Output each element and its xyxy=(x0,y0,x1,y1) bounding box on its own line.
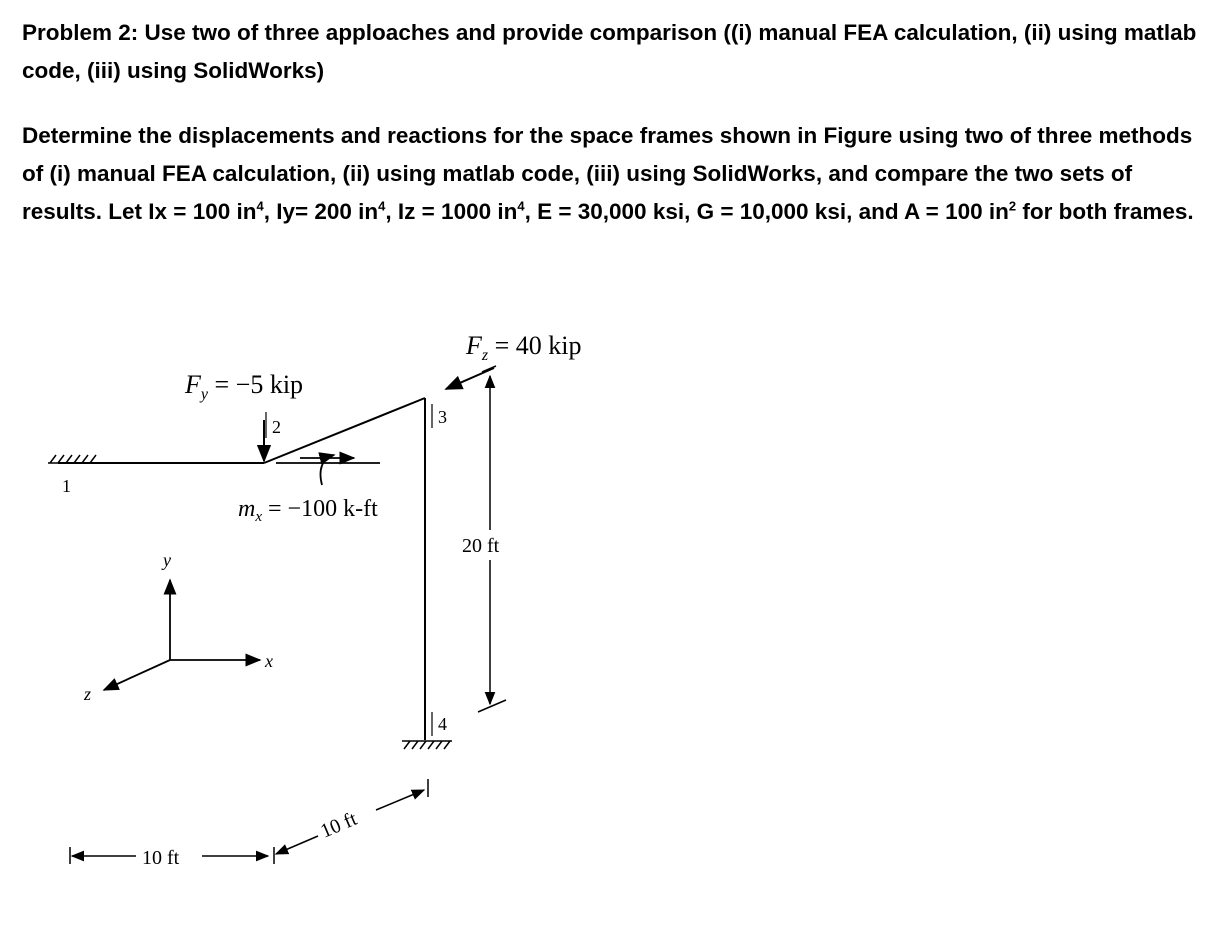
mx-moment-symbol xyxy=(276,455,380,485)
fixed-support-node-4 xyxy=(402,741,452,749)
exponent-iz: 4 xyxy=(517,198,525,214)
body-text-3: , Iz = 1000 in xyxy=(385,199,518,224)
heading-text: Problem 2: Use two of three apploaches and provide comparison ((i) manual FEA calculation, (ii) using matlab code, (iii) using SolidWorks) xyxy=(22,20,1197,83)
axis-x-label: x xyxy=(265,651,273,671)
body-text-1: Determine the displacements and reactions for the space frames shown in Figure using two of three methods of (i) manual FEA calculation, (ii) using matlab code, (iii) using SolidWorks, and compare the two sets of results. Let Ix = 100 in xyxy=(22,123,1193,224)
fz-load-arrow xyxy=(446,368,494,389)
body-text-2: , Iy= 200 in xyxy=(263,199,379,224)
node-4-label: 4 xyxy=(438,714,447,734)
exponent-a: 2 xyxy=(1008,198,1017,214)
z-axis-arrow xyxy=(104,660,170,690)
frame-members xyxy=(58,398,425,740)
exponent-ix: 4 xyxy=(256,198,264,214)
mx-moment-label: $m_x = -100$ k-ft xyxy=(238,496,378,525)
axis-y-label: y xyxy=(163,550,171,570)
axis-z-label: z xyxy=(84,684,92,704)
coordinate-axes xyxy=(104,580,260,690)
exponent-iy: 4 xyxy=(378,198,386,214)
fixed-support-node-1 xyxy=(48,455,102,463)
fy-load-label: $F_y = -5$ kip xyxy=(185,370,304,403)
fz-load-label: $F_z = 40$ kip xyxy=(466,331,582,364)
x-dimension-label: 10 ft xyxy=(142,847,180,869)
node-3-label: 3 xyxy=(438,407,447,427)
height-dimension-label: 20 ft xyxy=(462,535,500,557)
node-2-label: 2 xyxy=(272,417,281,437)
member-2-3 xyxy=(264,398,425,463)
z-dimension-label: 10 ft xyxy=(317,807,361,843)
body-text-4: , E = 30,000 ksi, G = 10,000 ksi, and A = 100 in xyxy=(524,199,1009,224)
node-1-label: 1 xyxy=(62,476,71,496)
body-text-5: for both frames. xyxy=(1016,199,1194,224)
